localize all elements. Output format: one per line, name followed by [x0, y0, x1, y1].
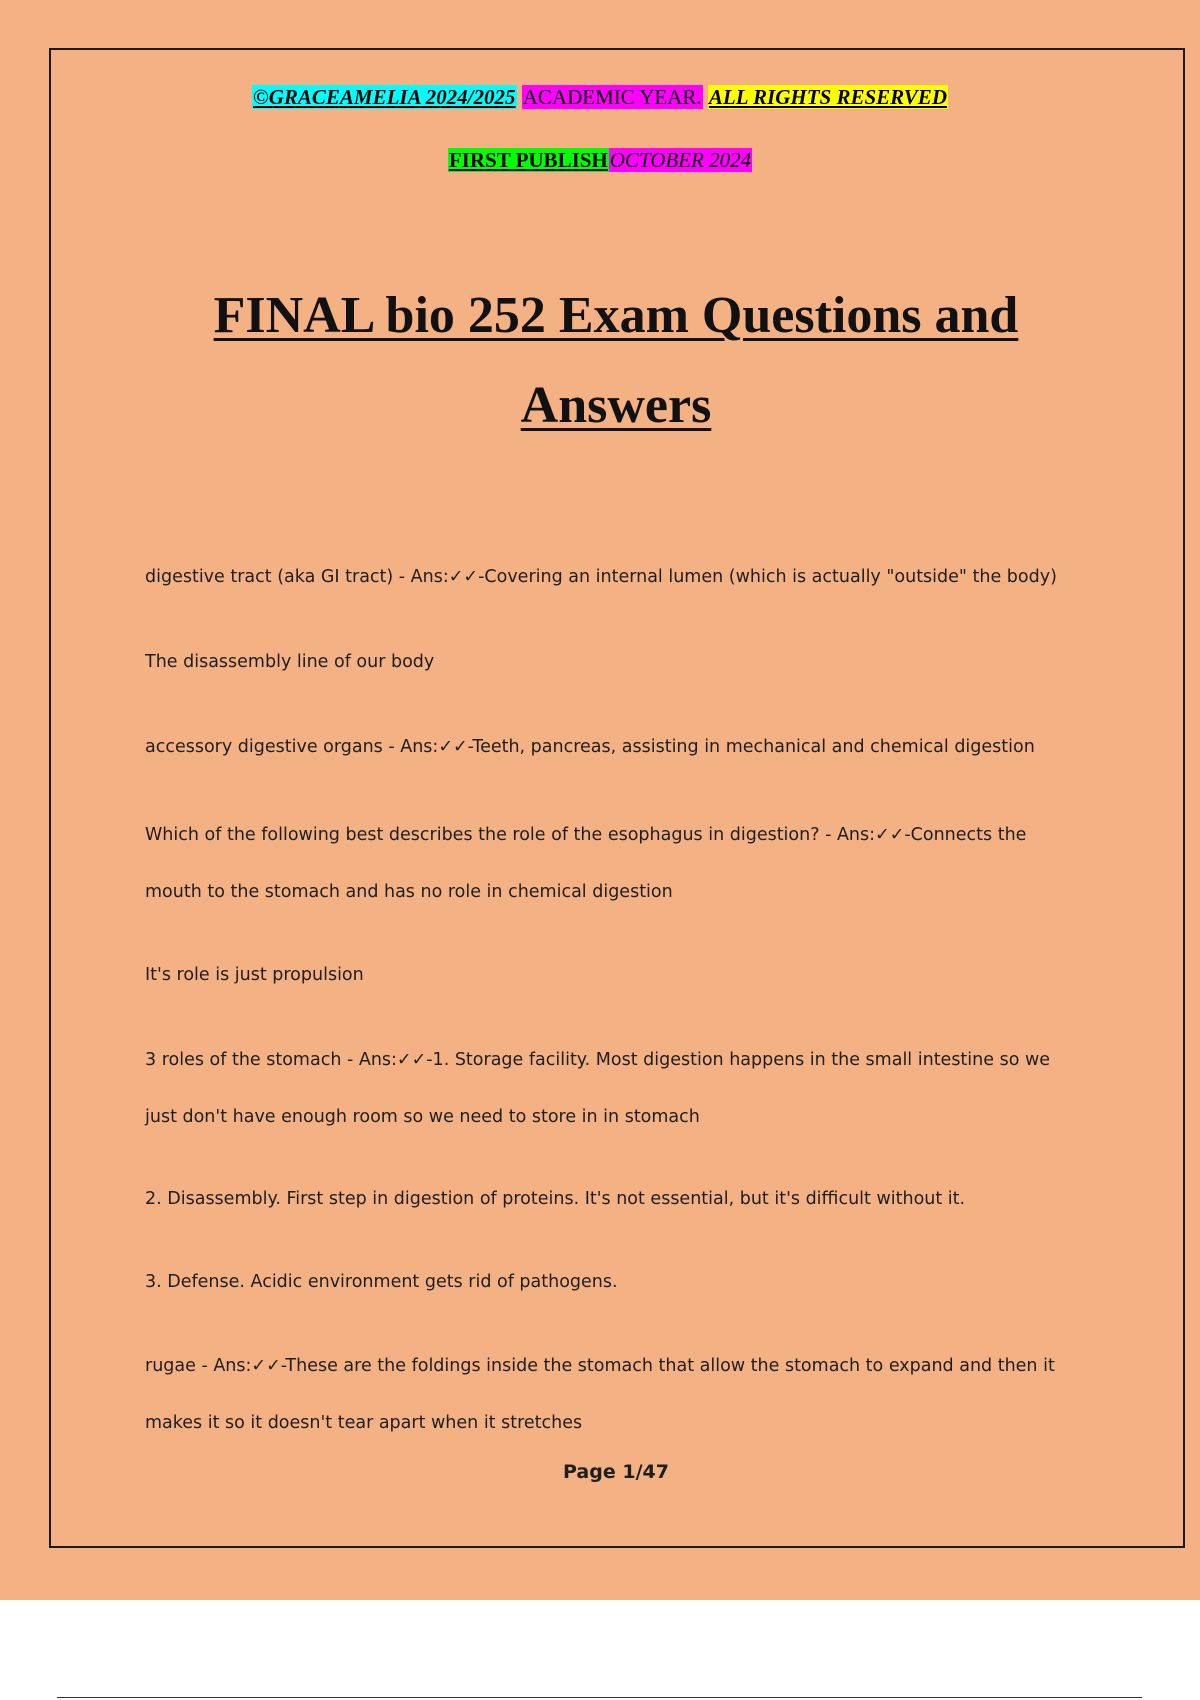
copyright-highlight: ©GRACEAMELIA 2024/2025 [253, 85, 516, 109]
qa-line: accessory digestive organs - Ans:✓✓-Teeth, pancreas, assisting in mechanical and chemical digestion [145, 737, 1035, 757]
qa-line: 2. Disassembly. First step in digestion of proteins. It's not essential, but it's difficult without it. [145, 1189, 966, 1209]
qa-line: rugae - Ans:✓✓-These are the foldings inside the stomach that allow the stomach to expand and then it [145, 1356, 1055, 1376]
first-publish-highlight: FIRST PUBLISH [448, 148, 608, 172]
qa-line: 3. Defense. Acidic environment gets rid of pathogens. [145, 1272, 618, 1292]
document-title-line-1: FINAL bio 252 Exam Questions and [213, 287, 1019, 344]
publish-date-highlight: OCTOBER 2024 [609, 148, 752, 172]
qa-line: digestive tract (aka GI tract) - Ans:✓✓-Covering an internal lumen (which is actually "outside" the body) [145, 567, 1057, 587]
page-number: Page 1/47 [563, 1461, 669, 1483]
qa-line: mouth to the stomach and has no role in chemical digestion [145, 882, 673, 902]
bottom-divider [57, 1697, 1142, 1698]
copyright-header-line [0, 84, 1200, 110]
qa-line: Which of the following best describes the role of the esophagus in digestion? - Ans:✓✓-Connects the [145, 825, 1027, 845]
qa-line: 3 roles of the stomach - Ans:✓✓-1. Storage facility. Most digestion happens in the small intestine so we [145, 1050, 1051, 1070]
qa-line: just don't have enough room so we need to store in in stomach [145, 1107, 700, 1127]
publish-header-line [0, 147, 1200, 173]
academic-year-highlight: ACADEMIC YEAR. [522, 85, 702, 109]
qa-line: The disassembly line of our body [145, 652, 435, 672]
page-border [49, 48, 1185, 1548]
qa-line: It's role is just propulsion [145, 965, 364, 985]
rights-reserved-highlight: ALL RIGHTS RESERVED [708, 85, 947, 109]
qa-line: makes it so it doesn't tear apart when it stretches [145, 1413, 583, 1433]
document-title-line-2: Answers [520, 377, 712, 434]
